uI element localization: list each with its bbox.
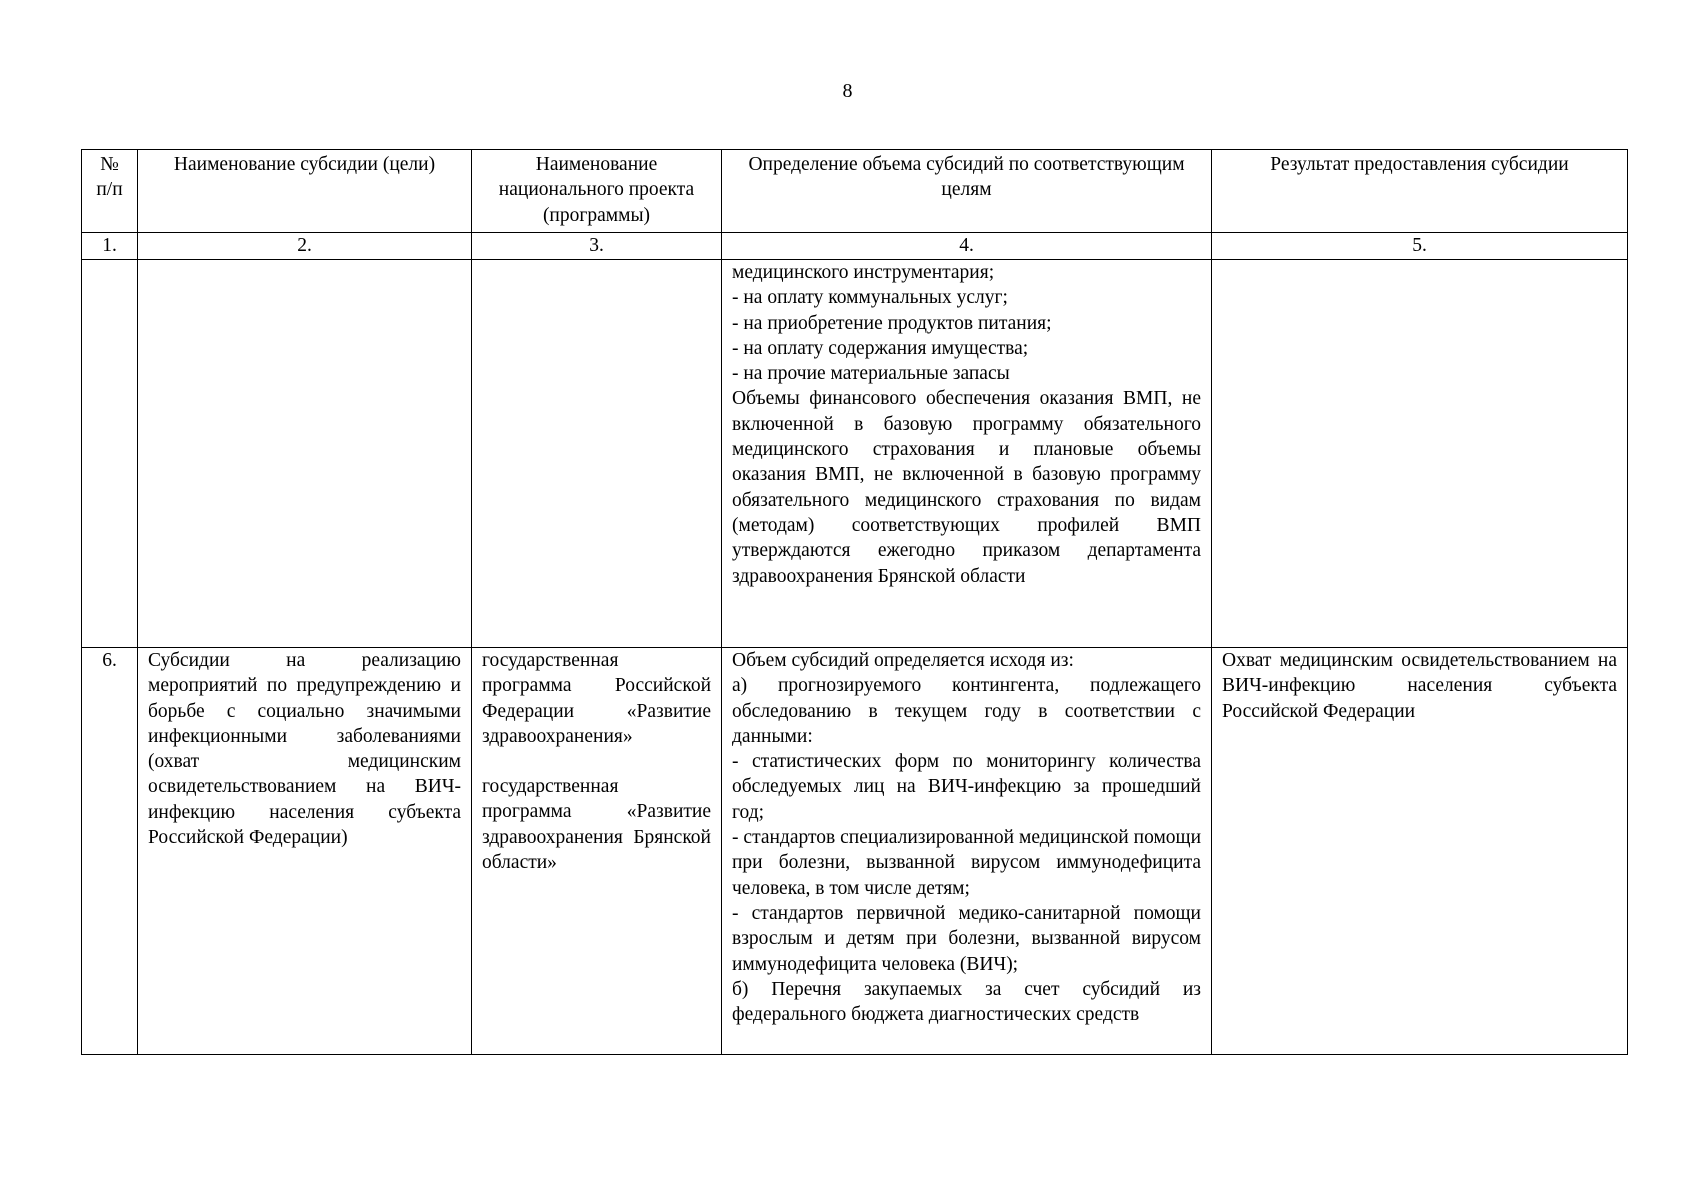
volume-line: - на прочие материальные запасы <box>732 363 1010 385</box>
row-number: 6. <box>82 648 138 1055</box>
table-row-6 <box>82 648 1628 1055</box>
volume-line: - на оплату содержания имущества; <box>732 337 1029 359</box>
column-number: 3. <box>472 233 722 260</box>
cell-number-empty <box>82 260 138 648</box>
volume-line: - на оплату коммунальных услуг; <box>732 287 1008 309</box>
header-number: № п/п <box>82 150 138 233</box>
subsidy-result: Охват медицинским освидетельствованием на ВИЧ-инфекцию населения субъекта Российской Федерации <box>1212 648 1628 1055</box>
table-row-continuation <box>82 260 1628 648</box>
page-number: 8 <box>842 80 853 102</box>
volume-line: - стандартов специализированной медицинской помощи при болезни, вызванной вирусом иммунодефицита человека, в том числе детям; <box>732 827 1201 899</box>
cell-project-empty <box>472 260 722 648</box>
volume-line: Объем субсидий определяется исходя из: <box>732 650 1074 671</box>
column-number: 2. <box>138 233 472 260</box>
volume-line: б) Перечня закупаемых за счет субсидий из федерального бюджета диагностических средств <box>732 978 1201 1026</box>
volume-definition <box>722 648 1212 1055</box>
subsidy-name: Субсидии на реализацию мероприятий по предупреждению и борьбе с социально значимыми инфекционными заболеваниями (охват медицинским освидетельствованием на ВИЧ-инфекцию населения субъекта Российской Федерации) <box>138 648 472 1055</box>
column-number: 4. <box>722 233 1212 260</box>
volume-line: - стандартов первичной медико-санитарной помощи взрослым и детям при болезни, вызванной вирусом иммунодефицита человека (ВИЧ); <box>732 902 1201 975</box>
cell-volume-continuation <box>722 260 1212 648</box>
subsidy-table <box>81 149 1628 1055</box>
program-regional: государственная программа «Развитие здравоохранения Брянской области» <box>482 776 711 874</box>
table-header-row <box>82 150 1628 233</box>
header-national-project: Наименование национального проекта (программы) <box>472 150 722 233</box>
cell-result-empty <box>1212 260 1628 648</box>
national-project <box>472 648 722 1055</box>
volume-line: а) прогнозируемого контингента, подлежащего обследованию в текущем году в соответствии с данными: <box>732 675 1201 747</box>
volume-line: медицинского инструментария; <box>732 262 995 283</box>
header-subsidy-name: Наименование субсидии (цели) <box>138 150 472 233</box>
vmp-paragraph: Объемы финансового обеспечения оказания ВМП, не включенной в базовую программу обязательного медицинского страхования и плановые объемы оказания ВМП, не включенной в базовую программу обязательного медицинского страхования по видам (методам) соответствующих профилей ВМП утверждаются ежегодно приказом департамента здравоохранения Брянской области <box>732 388 1201 587</box>
volume-line: - на приобретение продуктов питания; <box>732 312 1052 334</box>
header-result: Результат предоставления субсидии <box>1212 150 1628 233</box>
volume-line: - статистических форм по мониторингу количества обследуемых лиц на ВИЧ-инфекцию за прошедший год; <box>732 751 1201 823</box>
header-volume-definition: Определение объема субсидий по соответствующим целям <box>722 150 1212 233</box>
program-federal: государственная программа Российской Федерации «Развитие здравоохранения» <box>482 650 711 747</box>
cell-subsidy-empty <box>138 260 472 648</box>
column-number: 5. <box>1212 233 1628 260</box>
column-number: 1. <box>82 233 138 260</box>
column-numbers-row <box>82 233 1628 260</box>
